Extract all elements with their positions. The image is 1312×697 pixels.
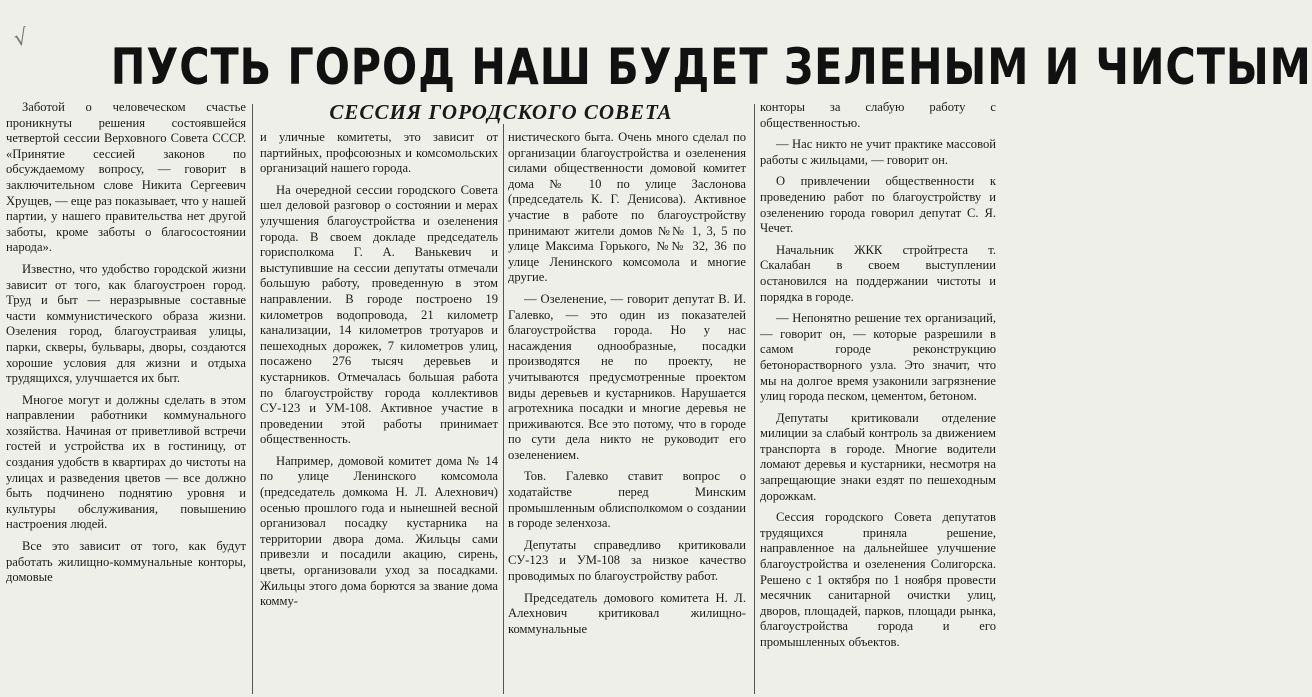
- paragraph: Заботой о человеческом счастье проникнуты решения состоявшейся четвертой сессии Верховного Совета СССР. «Принятие сессией законов по обсуждаемому вопросу, — говорит в заключительном слове Никита Сергеевич Хрущев, — еще раз показывает, что у нашей партии, у нашего правительства нет другой заботы, кроме заботы о благосостоянии народа».: [6, 100, 246, 255]
- pencil-check-mark: √: [11, 24, 31, 53]
- article-column-3: [508, 130, 746, 694]
- paragraph: и уличные комитеты, это зависит от партийных, профсоюзных и комсомольских организаций нашего города.: [260, 130, 498, 176]
- paragraph: Начальник ЖКК стройтреста т. Скалабан в своем выступлении остановился на поддержании чистоты и порядка в городе.: [760, 242, 996, 304]
- paragraph: На очередной сессии городского Совета шел деловой разговор о состоянии и мерах улучшения благоустройства и озеленения города. В своем докладе председатель горисполкома Г. А. Ванькевич и выступившие на сессии депутаты отмечали большую работу, проведенную в этом направлении. В городе построено 19 километров водопровода, 21 километр канализации, 14 километров тротуаров и пешеходных дорожек, 7 километров улиц, посажено 276 тысяч деревьев и кустарников. Отмечалась большая работа по благоустройству города коллективов СУ-123 и УМ-108. Активное участие в проведении этой работы принимает общественность.: [260, 182, 498, 447]
- column-rule: [503, 124, 504, 694]
- paragraph: Председатель домового комитета Н. Л. Алехнович критиковал жилищно-коммунальные: [508, 590, 746, 636]
- paragraph: — Нас никто не учит практике массовой работы с жильцами, — говорит он.: [760, 137, 996, 167]
- article-column-1: [6, 100, 246, 694]
- subheadline: СЕССИЯ ГОРОДСКОГО СОВЕТА: [329, 100, 673, 124]
- article-column-2: [260, 130, 498, 694]
- article-column-4: [760, 100, 996, 694]
- paragraph: Все это зависит от того, как будут работать жилищно-коммунальные конторы, домовые: [6, 539, 246, 585]
- paragraph: Тов. Галевко ставит вопрос о ходатайстве перед Минским промышленным облисполкомом о создании в городе зеленхоза.: [508, 469, 746, 531]
- paragraph: конторы за слабую работу с общественностью.: [760, 100, 996, 130]
- paragraph: — Непонятно решение тех организаций, — говорит он, — которые разрешили в самом городе реконструкцию бетонорастворного узла. Это значит, что мы на долгое время узаконили загрязнение улиц города песком, цементом, бетоном.: [760, 311, 996, 404]
- paragraph: — Озеленение, — говорит депутат В. И. Галевко, — это один из показателей благоустройства города. Но у нас насаждения однообразные, посадки производятся не по проекту, не учитываются предусмотренные проектом виды деревьев и кустарников. Нарушается агротехника посадки и многие деревья не приживаются. Все это потому, что в городе по сути дела никто не руководит его озеленением.: [508, 291, 746, 462]
- paragraph: Многое могут и должны сделать в этом направлении работники коммунального хозяйства. Начиная от приветливой встречи гостей и устройства их в гостиницу, от создания удобств в квартирах до чистоты на улицах и разведения цветов — все должно быть подчинено поднятию уровня и культуры обслуживания, повышению настроения людей.: [6, 392, 246, 532]
- paragraph: О привлечении общественности к проведению работ по благоустройству и озеленению города говорил депутат С. Я. Чечет.: [760, 174, 996, 236]
- paragraph: Депутаты справедливо критиковали СУ-123 и УМ-108 за низкое качество проводимых по благоустройству работ.: [508, 537, 746, 584]
- headline: ПУСТЬ ГОРОД НАШ БУДЕТ ЗЕЛЕНЫМ И ЧИСТЫМ: [110, 38, 1312, 96]
- paragraph: Сессия городского Совета депутатов трудящихся приняла решение, направленное на дальнейшее улучшение благоустройства и озеленения Солигорска. Решено с 1 октября по 1 ноября провести месячник санитарной очистки улиц, дворов, площадей, парков, площади рынка, благоустройства города и его промышленных объектов.: [760, 510, 996, 649]
- paragraph: Депутаты критиковали отделение милиции за слабый контроль за движением транспорта в городе. Многие водители ломают деревья и кустарники, несмотря на запрещающие знаки ездят по пешеходным дорожкам.: [760, 410, 996, 503]
- paragraph: Известно, что удобство городской жизни зависит от того, как благоустроен город. Труд и быт — неразрывные составные части коммунистического образа жизни. Озеления город, благоустраивая улицы, парки, скверы, бульвары, дворы, создаются хорошие условия для жизни и отдыха трудящихся, улучшается их быт.: [6, 261, 246, 386]
- paragraph: нистического быта. Очень много сделал по организации благоустройства и озеленения силами общественности домовой комитет дома № 10 по улице Заслонова (председатель К. Г. Денисова). Активное участие в работе по благоустройству принимают жители домов №№ 1, 3, 5 по улице Максима Горького, №№ 32, 36 по улице Ленинского комсомола и многие другие.: [508, 130, 746, 285]
- column-rule: [754, 104, 755, 694]
- column-rule: [252, 104, 253, 694]
- paragraph: Например, домовой комитет дома № 14 по улице Ленинского комсомола (председатель домкома Н. Л. Алехнович) осенью прошлого года и нынешней весной организовал посадку кустарника на территории двора дома. Жильцы сами привезли и посадили акацию, сирень, цветы, организовали уход за посадками. Жильцы этого дома борются за звание дома комму-: [260, 453, 498, 609]
